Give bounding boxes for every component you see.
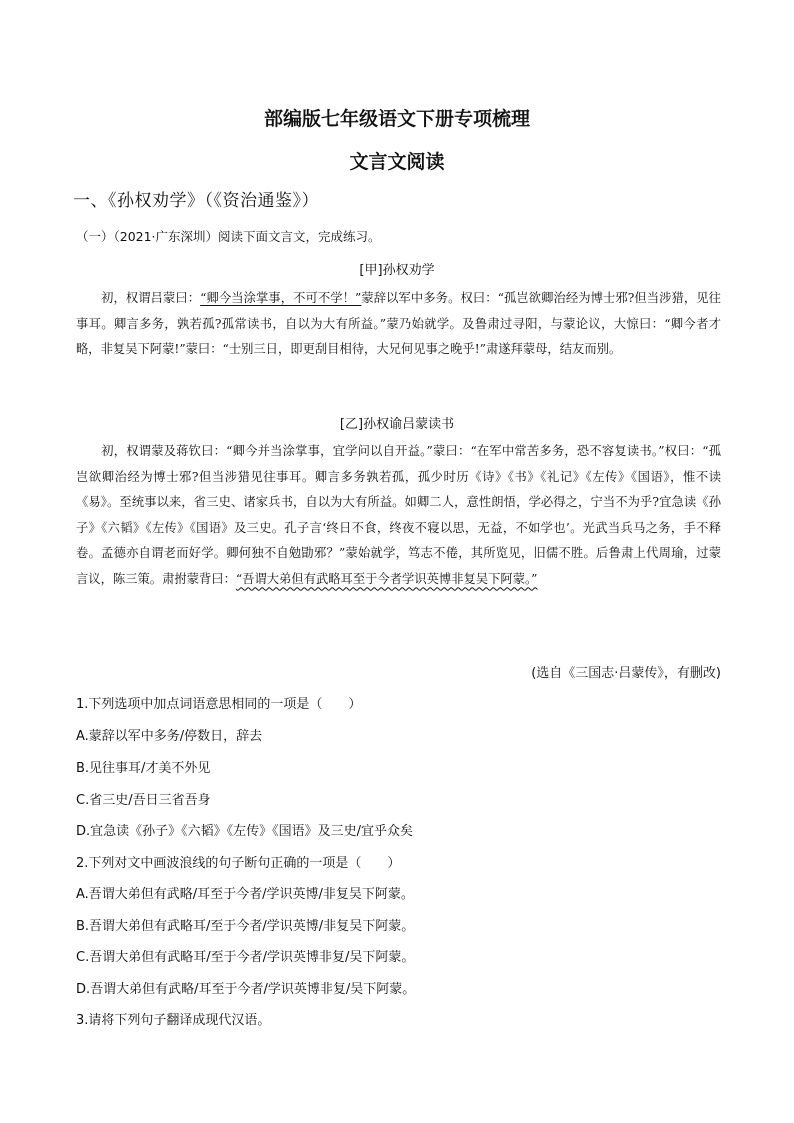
- question-1-option-c: C.省三史/吾日三省吾身: [76, 793, 211, 808]
- sub-heading: （一）（2021·广东深圳）阅读下面文言文，完成练习。: [76, 229, 381, 244]
- passage1-seg-a: 初，权谓吕蒙曰：: [101, 291, 201, 305]
- question-1-option-b: B.见往事耳/才美不外见: [76, 761, 211, 776]
- section-heading: 一、《孙权劝学》（《资治通鉴》）: [73, 191, 319, 211]
- passage2-title: [乙]孙权谕吕蒙读书: [339, 417, 455, 432]
- passage2-body: 初，权谓蒙及蒋钦曰：“卿今并当涂掌事，宜学问以自开益。”蒙曰：“在军中常苦多务，恐不容复读书。”权曰：“孤岂欲卿治经为博士邪?但当涉猎见往事耳。卿言多务孰若孤，孤少时历《诗》《书》《礼记》《左传》《国语》，惟不读《易》。至统事以来，省三史、诸家兵书，自以为大有所益。如卿二人，意性朗悟，学必得之，宁当不为乎?宜急读《孙子》《六韬》《左传》《国语》及三史。孔子言‘终日不食，终夜不寝以思，无益，不如学也’。光武当兵马之务，手不释卷。孟德亦自谓老而好学。卿何独不自勉勖邪？”蒙始就学，笃志不倦，其所览见，旧儒不胜。后鲁肃上代周瑜，过蒙言议，陈三策。肃拊蒙背曰：: [76, 444, 721, 586]
- question-1-option-a: A.蒙辞以军中多务/停数日，辞去: [76, 729, 263, 744]
- passage1-seg-b: 蒙辞以军中多务。权曰：“孤岂欲卿治经为博士邪?但当涉猎，见往事耳。卿言多务，孰若孤?孤常读书，自以为大有所益。”蒙乃始就学。及鲁肃过寻阳，与蒙论议，大惊曰：“卿今者才略，非复吴下阿蒙!”蒙曰：“士别三日，即更刮目相待，大兄何见事之晚乎!”肃遂拜蒙母，结友而别。: [76, 291, 721, 356]
- passage1-text: [76, 286, 721, 363]
- document-subtitle: 文言文阅读: [349, 151, 445, 173]
- question-2: 2.下列对文中画波浪线的句子断句正确的一项是（ ）: [76, 856, 401, 871]
- question-2-option-b: B.吾谓大弟但有武略耳/至于今者/学识英博/非复吴下阿蒙。: [76, 919, 415, 934]
- document-title: 部编版七年级语文下册专项梳理: [263, 108, 530, 130]
- source-citation: (选自《三国志·吕蒙传》，有删改): [531, 666, 721, 681]
- question-1: 1.下列选项中加点词语意思相同的一项是（ ）: [76, 697, 362, 712]
- passage2-text: [76, 439, 721, 592]
- question-1-option-d: D.宜急读《孙子》《六韬》《左传》《国语》及三史/宜乎众矣: [76, 824, 414, 839]
- question-3: 3.请将下列句子翻译成现代汉语。: [76, 1013, 271, 1028]
- question-2-option-c: C.吾谓大弟但有武略耳/至于今者/学识英博非复/吴下阿蒙。: [76, 950, 415, 965]
- passage2-wavy-sentence: “吾谓大弟但有武略耳至于今者学识英博非复吴下阿蒙。”: [235, 571, 538, 586]
- question-2-option-a: A.吾谓大弟但有武略/耳至于今者/学识英博/非复吴下阿蒙。: [76, 887, 414, 902]
- passage1-title: [甲]孙权劝学: [359, 263, 435, 278]
- question-2-option-d: D.吾谓大弟但有武略/耳至于今者/学识英博非复/吴下阿蒙。: [76, 982, 416, 997]
- passage1-underlined-quote: “卿今当涂掌事，不可不学！”: [200, 291, 362, 305]
